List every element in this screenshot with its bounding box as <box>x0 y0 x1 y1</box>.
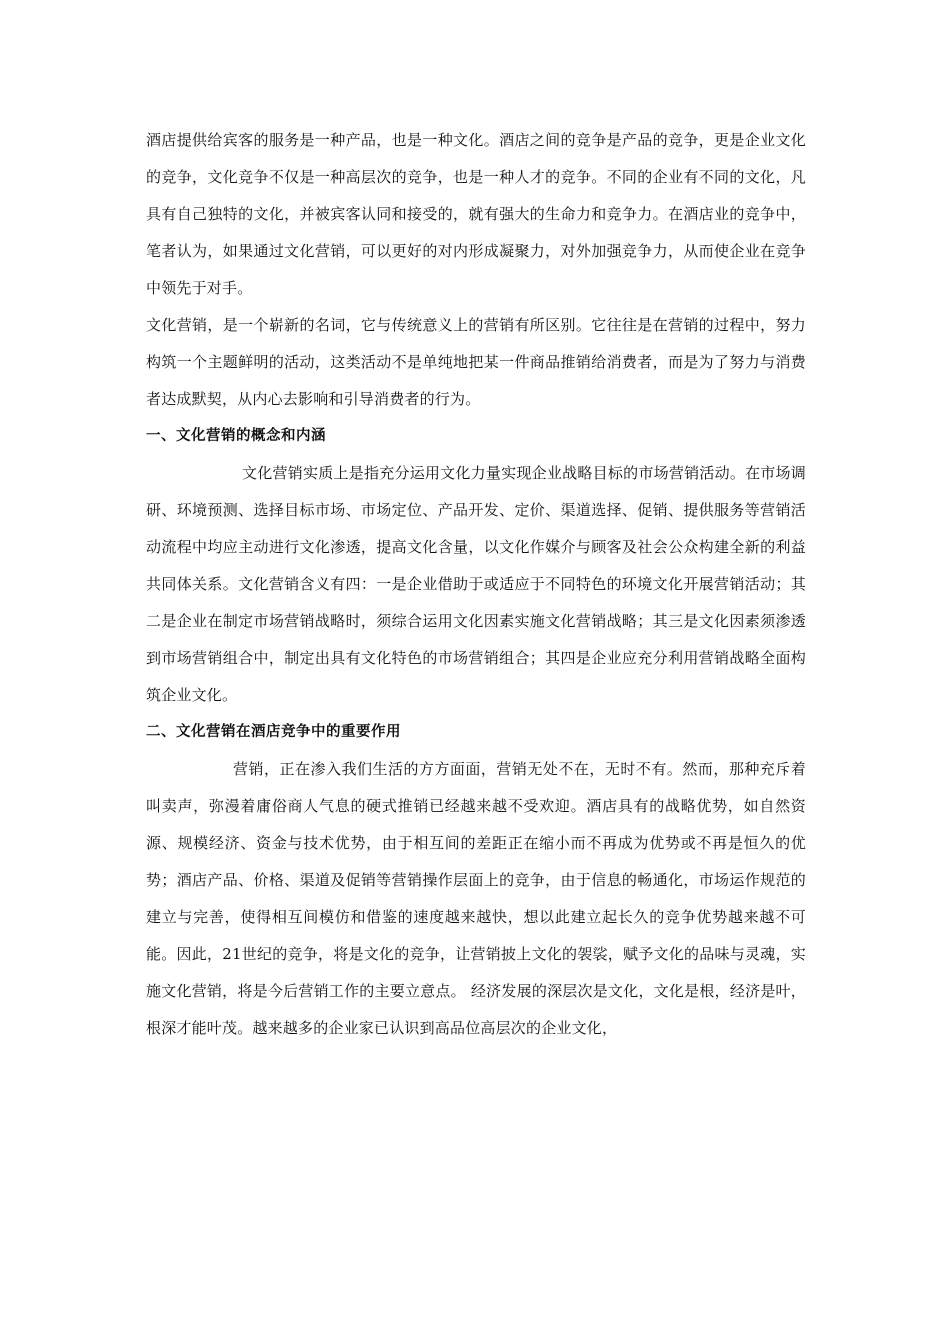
definition-paragraph: 文化营销，是一个崭新的名词，它与传统意义上的营销有所区别。它往往是在营销的过程中，努力构筑一个主题鲜明的活动，这类活动不是单纯地把某一件商品推销给消费者，而是为了努力与消费者达成默契，从内心去影响和引导消费者的行为。 <box>146 316 806 408</box>
section-heading-role: 二、文化营销在酒店竞争中的重要作用 <box>146 724 401 740</box>
intro-paragraph: 酒店提供给宾客的服务是一种产品，也是一种文化。酒店之间的竞争是产品的竞争，更是企业文化的竞争，文化竞争不仅是一种高层次的竞争，也是一种人才的竞争。不同的企业有不同的文化，凡具有自己独特的文化，并被宾客认同和接受的，就有强大的生命力和竞争力。在酒店业的竞争中，笔者认为，如果通过文化营销，可以更好的对内形成凝聚力，对外加强竞争力，从而使企业在竞争中领先于对手。 <box>146 131 806 297</box>
document-body <box>146 122 806 1047</box>
section-heading-concept: 一、文化营销的概念和内涵 <box>146 428 326 444</box>
role-paragraph: 营销，正在渗入我们生活的方方面面，营销无处不在，无时不有。然而，那种充斥着叫卖声，弥漫着庸俗商人气息的硬式推销已经越来越不受欢迎。酒店具有的战略优势，如自然资源、规模经济、资金与技术优势，由于相互间的差距正在缩小而不再成为优势或不再是恒久的优势；酒店产品、价格、渠道及促销等营销操作层面上的竞争，由于信息的畅通化，市场运作规范的建立与完善，使得相互间模仿和借鉴的速度越来越快，想以此建立起长久的竞争优势越来越不可能。因此，21世纪的竞争，将是文化的竞争，让营销披上文化的袈裟，赋予文化的品味与灵魂，实施文化营销，将是今后营销工作的主要立意点。 经济发展的深层次是文化，文化是根，经济是叶，根深才能叶茂。越来越多的企业家已认识到高品位高层次的企业文化， <box>146 760 806 1037</box>
concept-paragraph: 文化营销实质上是指充分运用文化力量实现企业战略目标的市场营销活动。在市场调研、环境预测、选择目标市场、市场定位、产品开发、定价、渠道选择、促销、提供服务等营销活动流程中均应主动进行文化渗透，提高文化含量，以文化作媒介与顾客及社会公众构建全新的利益共同体关系。文化营销含义有四：一是企业借助于或适应于不同特色的环境文化开展营销活动；其二是企业在制定市场营销战略时，须综合运用文化因素实施文化营销战略；其三是文化因素须渗透到市场营销组合中，制定出具有文化特色的市场营销组合；其四是企业应充分利用营销战略全面构筑企业文化。 <box>146 464 806 704</box>
